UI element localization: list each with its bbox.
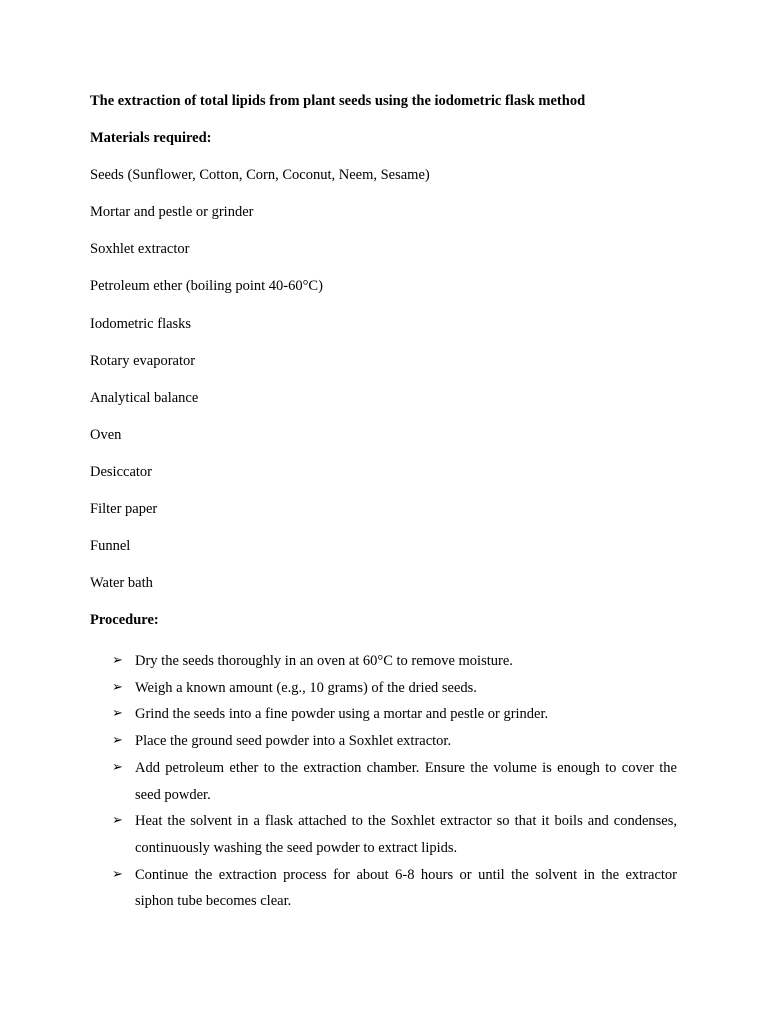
arrowhead-bullet-icon: ➢ <box>112 679 123 695</box>
material-item: Funnel <box>90 538 131 554</box>
arrowhead-bullet-icon: ➢ <box>112 706 123 722</box>
material-item: Petroleum ether (boiling point 40-60°C) <box>90 278 323 294</box>
procedure-step <box>90 862 677 915</box>
material-item: Water bath <box>90 575 153 591</box>
procedure-list <box>90 648 677 915</box>
procedure-step <box>90 755 677 808</box>
procedure-step-text: Place the ground seed powder into a Soxhlet extractor. <box>135 733 452 750</box>
arrowhead-bullet-icon: ➢ <box>112 866 123 882</box>
material-item: Soxhlet extractor <box>90 241 190 257</box>
materials-heading: Materials required: <box>90 130 212 146</box>
procedure-step <box>90 808 677 861</box>
arrowhead-bullet-icon: ➢ <box>112 813 123 829</box>
procedure-step-text: Heat the solvent in a flask attached to the Soxhlet extractor so that it boils and condenses, continuously washing the seed powder to extract lipids. <box>135 813 677 856</box>
procedure-step <box>90 728 677 755</box>
procedure-step <box>90 648 677 675</box>
material-item: Rotary evaporator <box>90 353 196 369</box>
material-item: Seeds (Sunflower, Cotton, Corn, Coconut, Neem, Sesame) <box>90 167 430 183</box>
material-item: Oven <box>90 427 122 443</box>
material-item: Analytical balance <box>90 390 199 406</box>
material-item: Iodometric flasks <box>90 316 192 332</box>
procedure-heading: Procedure: <box>90 612 159 628</box>
arrowhead-bullet-icon: ➢ <box>112 653 123 668</box>
procedure-step-text: Weigh a known amount (e.g., 10 grams) of the dried seeds. <box>135 679 477 696</box>
material-item: Mortar and pestle or grinder <box>90 204 254 220</box>
procedure-step <box>90 675 677 702</box>
arrowhead-bullet-icon: ➢ <box>112 733 123 749</box>
material-item: Filter paper <box>90 501 158 517</box>
arrowhead-bullet-icon: ➢ <box>112 759 123 775</box>
procedure-step-text: Grind the seeds into a fine powder using a mortar and pestle or grinder. <box>135 706 549 723</box>
document-title: The extraction of total lipids from plant seeds using the iodometric flask method <box>90 93 586 109</box>
procedure-step-text: Continue the extraction process for about 6-8 hours or until the solvent in the extractor siphon tube becomes clear. <box>135 866 677 910</box>
procedure-step-text: Dry the seeds thoroughly in an oven at 60°C to remove moisture. <box>135 653 513 669</box>
procedure-step-text: Add petroleum ether to the extraction chamber. Ensure the volume is enough to cover the seed powder. <box>135 759 677 803</box>
material-item: Desiccator <box>90 464 152 480</box>
procedure-step <box>90 701 677 728</box>
